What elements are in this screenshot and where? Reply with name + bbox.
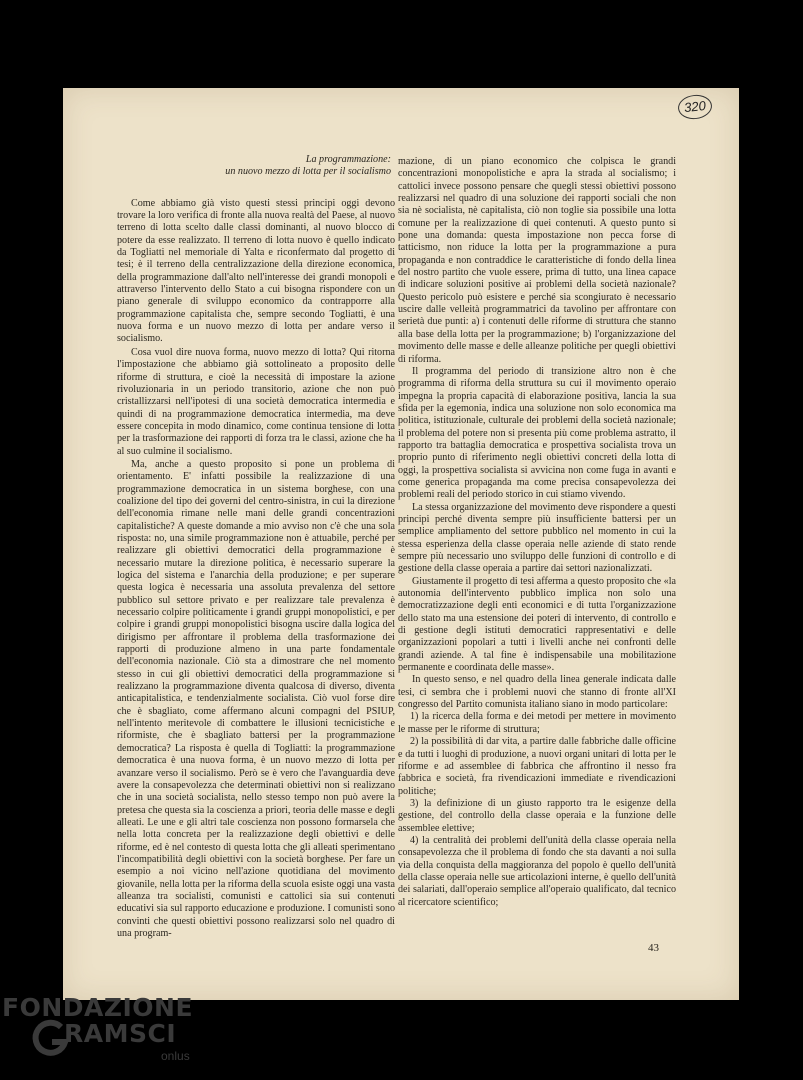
paragraph: Come abbiamo già visto questi stessi principi oggi devono trovare la loro verifica di fronte alla nuova realtà del Paese, al nuovo terreno di lotta scelto dalle classi dominanti, al nuovo blocco di potere da esse realizzato. Il terreno di lotta nuovo è quello indicato da Togliatti nel memoriale di Yalta e riconfermato dal progetto di tesi; è il terreno della centralizzazione della direzione economica, della programmazione dall'alto nell'interesse dei grandi monopoli e attraverso l'intervento dello Stato a cui bisogna rispondere con un piano generale di sviluppo economico da contrapporre alla programmazione capitalista che, sempre secondo Togliatti, è una nuova forma e un nuovo mezzo di lotta per andare verso il socialismo.: [117, 197, 395, 345]
list-item: 4) la centralità dei problemi dell'unità della classe operaia nella consapevolezza che il problema di fondo che sta davanti a noi sulla via della conquista della maggioranza del popolo è quello dell'unità della classe operaia nelle sue articolazioni interne, è quello dell'unità dei salariati, dall'operaio semplice all'operaio qualificato, dal tecnico al ricercatore scientifico;: [398, 834, 676, 908]
watermark-subtitle: RAMSCI: [64, 1019, 177, 1048]
paragraph: Giustamente il progetto di tesi afferma a questo proposito che «la autonomia dell'intervento pubblico implica non solo una democratizzazione degli enti economici e di tutta l'organizzazione dello stato ma una estensione dei poteri di intervento, di controllo e di gestione degli istituti democratici rappresentativi e delle organizzazioni popolari a tutti i livelli anche nei confronti delle grandi aziende. A tal fine è indispensabile una mobilitazione permanente e coordinata delle masse».: [398, 575, 676, 674]
section-heading: [117, 154, 395, 179]
heading-line-2: un nuovo mezzo di lotta per il socialismo: [225, 166, 391, 178]
watermark-title: FONDAZIONE: [2, 993, 194, 1022]
paragraph: In questo senso, e nel quadro della linea generale indicata dalle tesi, ci sembra che i problemi nuovi che stanno di fronte all'XI congresso del Partito comunista italiano siano in modo particolare:: [398, 674, 676, 711]
list-item: 3) la definizione di un giusto rapporto tra le esigenze della gestione, del controllo della classe operaia e la funzione delle assemblee elettive;: [398, 797, 676, 834]
scanned-page: [63, 88, 739, 1000]
foundation-watermark: [0, 990, 200, 1080]
page-number: 43: [648, 942, 659, 954]
list-item: 2) la possibilità di dar vita, a partire dalle fabbriche dalle officine e da tutti i luoghi di produzione, a nuovi organi unitari di lotta per le riforme e ad assemblee di fabbrica che affrontino il nesso fra fabbrica e società, fra rivendicazioni immediate e rivendicazioni politiche;: [398, 736, 676, 797]
archive-page-stamp: 320: [677, 93, 713, 120]
paragraph: Ma, anche a questo proposito si pone un problema di orientamento. E' infatti possibile la realizzazione di una programmazione democratica in un sistema borghese, con una coalizione del tipo dei governi del centro-sinistra, in cui la direzione dell'economia rimane nelle mani delle grandi concentrazioni capitalistiche? A queste domande a mio avviso non c'è che una sola risposta: no, una simile programmazione non è attuabile, perché per realizzare gli obiettivi democratici della programmazione è necessario mutare la direzione politica, è necessario superare la logica del sistema e l'anarchia della produzione; e per superare questa logica è necessaria una assoluta prevalenza del settore pubblico sul settore privato e per realizzare tale prevalenza è necessario colpire politicamente i grandi gruppi monopolistici, e per colpire i grandi gruppi monopolistici bisogna uscire dalla logica del dirigismo per affrontare il problema della trasformazione dei rapporti di produzione almeno in una parte fondamentale dell'economia nazionale. Ciò sta a dimostrare che nel momento stesso in cui gli obiettivi democratici della programmazione si realizzano la programmazione diventa qualcosa di diverso, diventa anticapitalistica, e tendenzialmente socialista. Ciò vuol forse dire che è sbagliato, come affermano alcuni compagni del PSIUP, nell'intento meritevole di combattere le illusioni tecnicistiche e riformiste, che è sbagliato battersi per la programmazione democratica? La risposta è quella di Togliatti: la programmazione democratica è una nuova forma, è un nuovo mezzo di lotta per avanzare verso il socialismo. Però se è vero che l'avanguardia deve avere la consapevolezza che determinati obiettivi non si realizzano che in una società socialista, nello stesso tempo non può avere la pretesa che questa sia la coscienza a priori, teoria delle masse e degli alleati. Le une e gli altri tale coscienza non possono formarsela che nella lotta concreta per la realizzazione degli obiettivi e delle riforme, ed è nel contesto di questa lotta che gli alleati sperimentano l'incompatibilità degli obiettivi con la società borghese. Per fare un esempio a noi vicino nell'azione quotidiana del movimento giovanile, nella lotta per la riforma della scuola esiste oggi una vasta alleanza tra socialisti, comunisti e cattolici sia sui contenuti educativi sia sul rapporto educazione e produzione. I comunisti sono convinti che questi obiettivi possono realizzarsi solo nel quadro di una program-: [117, 458, 395, 939]
list-item: 1) la ricerca della forma e dei metodi per mettere in movimento le masse per le riforme di struttura;: [398, 711, 676, 735]
paragraph: Cosa vuol dire nuova forma, nuovo mezzo di lotta? Qui ritorna l'impostazione che abbiamo già sottolineato a proposito delle riforme di struttura, e cioè la necessità di impostare la azione rivoluzionaria in un periodo transitorio, azione che non può cristallizzarsi nell'ipotesi di una società democratica intermedia e quindi di na programmazione democratica intermedia, ma deve essere concepita in modo dinamico, come continua tensione di lotta per la trasformazione dei rapporti di forza tra le classi, azione che ha al suo culmine il socialismo.: [117, 346, 395, 457]
paragraph: La stessa organizzazione del movimento deve rispondere a questi principi perché diventa sempre più insufficiente battersi per un semplice ampliamento del settore pubblico nel momento in cui la stessa esperienza della classe operaia nelle aziende di stato rende sempre più necessario uno sviluppo delle funzioni di controllo e di gestione della classe operaia a partire dai settori nazionalizzati.: [398, 501, 676, 575]
left-column: [117, 154, 395, 940]
watermark-onlus: onlus: [161, 1049, 190, 1063]
paragraph: mazione, di un piano economico che colpisca le grandi concentrazioni monopolistiche e apra la strada al socialismo; i cattolici invece possono pensare che quegli stessi obiettivi possono realizzarsi nel quadro di una soluzione dei rapporti sociali che non sia nè socialista, nè capitalista, ciò non toglie sia possibile una lotta comune per la realizzazione di quei contenuti. A questo punto si pone una domanda: questa impostazione non pecca forse di tatticismo, non riduce la lotta per la programmazione a pura propaganda e non contraddice le caratteristiche di fondo della linea del nostro partito che vuole essere, prima di tutto, una linea capace di indicare soluzioni positive ai problemi della società nazionale? Questo pericolo può esistere e perché sia scongiurato è necessario uscire dalle velleità programmatrici da tavolino per affrontare con serietà due punti: a) i contenuti delle riforme di struttura che stanno alla base della lotta per la programmazione; b) l'organizzazione del movimento delle masse e delle alleanze politiche per quegli obiettivi di riforma.: [398, 156, 676, 365]
heading-line-1: La programmazione:: [305, 154, 391, 165]
paragraph: Il programma del periodo di transizione altro non è che programma di riforma della struttura su cui il movimento operaio impegna la propria capacità di elaborazione positiva, lancia la sua sfida per la egemonia, indica una soluzione non solo economica ma politica, istituzionale, culturale dei problemi della società nazionale; il problema del potere non si presenta più come problema astratto, il rapporto tra battaglia democratica e prospettiva socialista trova un proprio punto di riferimento negli obiettivi concreti della lotta di oggi, la prospettiva socialista si avvicina non come fuga in avanti e come generica propaganda ma come precisa consapevolezza dei problemi reali del periodo storico in cui stiamo vivendo.: [398, 365, 676, 501]
right-column: [398, 156, 676, 909]
